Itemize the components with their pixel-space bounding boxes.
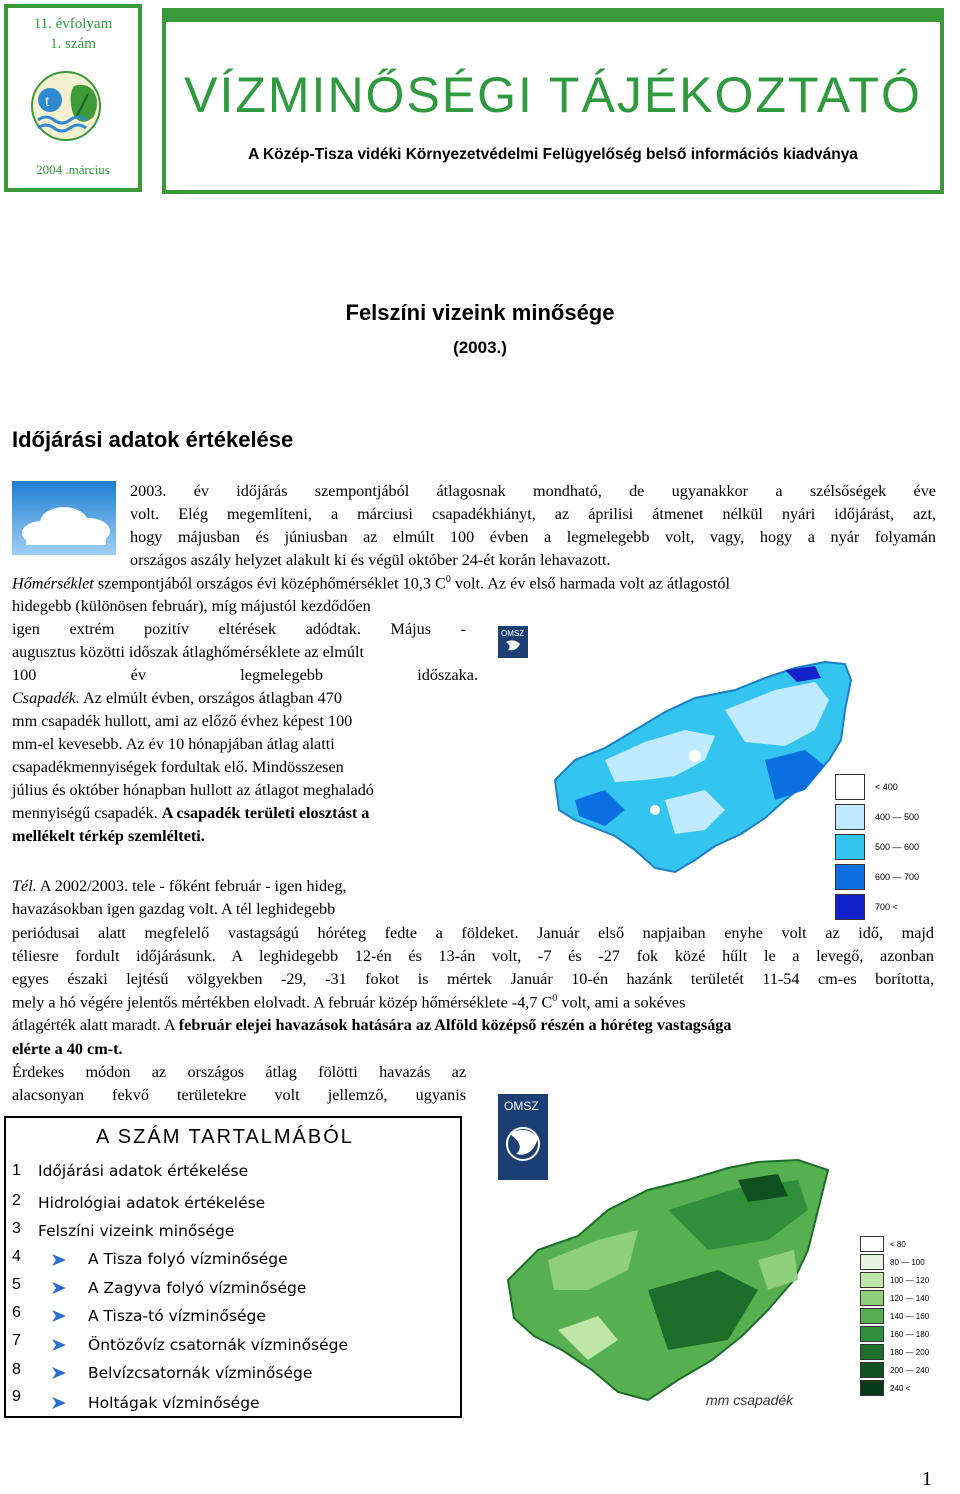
header-top-bar: [162, 8, 944, 22]
main-title: Felszíni vizeink minősége: [345, 300, 615, 325]
newsletter-title: VÍZMINŐSÉGI TÁJÉKOZTATÓ: [184, 67, 922, 123]
map2-caption: mm csapadék: [706, 1392, 794, 1408]
toc-number: 6: [12, 1304, 21, 1321]
toc-number: 1: [12, 1162, 21, 1179]
toc-item-label[interactable]: Öntözővíz csatornák vízminősége: [88, 1336, 349, 1354]
toc-number: 7: [12, 1332, 21, 1349]
toc-number: 9: [12, 1388, 21, 1405]
toc-item-label[interactable]: Felszíni vizeink minősége: [38, 1222, 235, 1240]
precip-line-1: Csapadék. Az elmúlt évben, országos átlagban 470: [12, 689, 342, 707]
legend-label: 100 — 120: [890, 1275, 930, 1285]
toc-item-label[interactable]: Időjárási adatok értékelése: [38, 1162, 249, 1180]
legend-swatch: [860, 1308, 884, 1324]
legend-label: 200 — 240: [890, 1365, 930, 1375]
toc-number: 4: [12, 1248, 21, 1265]
legend-swatch: [860, 1290, 884, 1306]
winter-line-5: egyes északi lejtésű völgyekben -29, -31 fokot is mértek Január 10-én hazánk területét 11-54 cm-es borította,: [12, 970, 934, 988]
newsletter-subtitle: A Közép-Tisza vidéki Környezetvédelmi Felügyelőség belső információs kiadványa: [248, 146, 858, 163]
svg-text:OMSZ: OMSZ: [501, 629, 525, 638]
omsz-logo-icon: [498, 626, 528, 658]
map2-legend: [860, 1236, 956, 1396]
legend-swatch: [835, 834, 865, 860]
legend-swatch: [860, 1272, 884, 1288]
toc-title: A SZÁM TARTALMÁBÓL: [96, 1126, 354, 1148]
precip-line-6: mennyiségű csapadék. A csapadék területi elosztást a: [12, 804, 370, 822]
page-number: 1: [922, 1468, 932, 1490]
winter-line-10: alacsonyan fekvő területekre volt jellemző, ugyanis: [12, 1086, 466, 1104]
map1-badge: [498, 626, 528, 663]
winter-line-9: Érdekes módon az országos átlag fölötti havazás az: [12, 1063, 466, 1081]
legend-label: 120 — 140: [890, 1293, 930, 1303]
legend-label: 500 — 600: [875, 842, 920, 852]
winter-line-1: Tél. A 2002/2003. tele - főként február - igen hideg,: [12, 877, 347, 895]
arrow-bullet-icon: [52, 1282, 66, 1294]
precip-line-4: csapadékmennyiségek fordultak elő. Mindösszesen: [12, 758, 344, 776]
volume-label: 11. évfolyam: [33, 16, 113, 32]
legend-label: 240 <: [890, 1383, 911, 1393]
main-year: (2003.): [453, 338, 507, 357]
precip-label: Csapadék.: [12, 689, 80, 707]
toc-item-label[interactable]: A Tisza-tó vízminősége: [88, 1307, 266, 1325]
toc-number: 2: [12, 1192, 21, 1209]
section-title: Időjárási adatok értékelése: [12, 427, 294, 452]
legend-label: 80 — 100: [890, 1257, 925, 1267]
legend-swatch: [835, 864, 865, 890]
toc-number: 5: [12, 1276, 21, 1293]
winter-line-4: téliesre fordult időjárásunk. A leghidegebb 12-én és 13-án volt, -7 és -27 fok közé hűlt le a levegő, azonban: [12, 947, 934, 965]
toc-item-label[interactable]: Belvízcsatornák vízminősége: [88, 1364, 313, 1382]
arrow-bullet-icon: [52, 1254, 66, 1266]
issue-date: 2004 .március: [36, 162, 110, 177]
temp-line-3: igen extrém pozitív eltérések adódtak. Május -: [12, 620, 466, 638]
precip-line-5: július és október hónapban hullott az átlagot meghaladó: [12, 781, 374, 799]
winter-line-2: havazásokban igen gazdag volt. A tél leghidegebb: [12, 900, 336, 918]
intro-line-2: volt. Elég megemlíteni, a márciusi csapadékhiányt, az áprilisi átmenet nélkül nyári időjárást, azt,: [130, 505, 936, 523]
legend-label: 700 <: [875, 902, 898, 912]
legend-swatch: [860, 1236, 884, 1252]
snow-precip-map: [498, 1140, 858, 1430]
toc-item-label[interactable]: A Zagyva folyó vízminősége: [88, 1279, 307, 1297]
volume-info: [8, 14, 138, 54]
precip-line-3: mm-el kevesebb. Az év 10 hónapjában átlag alatti: [12, 735, 335, 753]
toc-item-label[interactable]: Hidrológiai adatok értékelése: [38, 1194, 266, 1212]
weather-cloud-icon: [12, 481, 116, 555]
legend-label: 400 — 500: [875, 812, 920, 822]
legend-swatch: [835, 894, 865, 920]
arrow-bullet-icon: [52, 1397, 66, 1409]
intro-line-3: hogy májusban és júniusban az elmúlt 100 évben a legmelegebb volt, vagy, hogy a nyár folyamán: [130, 528, 936, 546]
agency-logo-icon: [26, 66, 122, 144]
legend-swatch: [860, 1362, 884, 1378]
intro-line-1: 2003. év időjárás szempontjából átlagosnak mondható, de ugyanakkor a szélsőségek éve: [130, 482, 936, 500]
temp-line-5: 100 év legmelegebb időszaka.: [12, 666, 478, 684]
issue-label: 1. szám: [50, 36, 96, 52]
legend-swatch: [860, 1254, 884, 1270]
legend-label: 160 — 180: [890, 1329, 930, 1339]
legend-swatch: [835, 774, 865, 800]
winter-label: Tél.: [12, 877, 37, 895]
legend-swatch: [860, 1380, 884, 1396]
temp-line-4: augusztus közötti időszak átlaghőmérséklete az elmúlt: [12, 643, 364, 661]
winter-line-8: elérte a 40 cm-t.: [12, 1040, 123, 1058]
arrow-bullet-icon: [52, 1310, 66, 1322]
svg-text:t: t: [45, 93, 50, 110]
precip-line-7: mellékelt térkép szemlélteti.: [12, 827, 205, 845]
winter-line-6: mely a hó végére jelentős mértékben elolvadt. A február közép hőmérséklete -4,7 $C^0$ volt, ami a sokéves: [12, 993, 686, 1012]
map1-legend: [835, 774, 945, 920]
legend-label: 600 — 700: [875, 872, 920, 882]
winter-line-7: átlagérték alatt maradt. A február elejei havazások hatására az Alföld középső részén a hóréteg vastagsága: [12, 1016, 732, 1034]
temp-label: Hőmérséklet: [12, 574, 94, 593]
legend-label: 180 — 200: [890, 1347, 930, 1357]
temp-line-1: Hőmérséklet szempontjából országos évi középhőmérséklet 10,3 $C^0$ volt. Az év első harmada volt az átlagostól: [12, 574, 730, 593]
legend-label: < 400: [875, 782, 898, 792]
arrow-bullet-icon: [52, 1339, 66, 1351]
toc-item-label[interactable]: Holtágak vízminősége: [88, 1394, 260, 1412]
legend-label: < 80: [890, 1239, 906, 1249]
legend-swatch: [860, 1344, 884, 1360]
precip-line-2: mm csapadék hullott, ami az előző évhez képest 100: [12, 712, 353, 730]
intro-line-4: országos aszály helyzet alakult ki és végül október 24-ét korán lehavazott.: [130, 551, 611, 569]
winter-line-3: periódusai alatt megfelelő vastagságú hóréteg fedte a földeket. Január első napjaiban enyhe volt az idő, majd: [12, 924, 934, 942]
legend-swatch: [860, 1326, 884, 1342]
temp-line-2: hidegebb (különösen február), míg májustól kezdődően: [12, 597, 371, 615]
legend-swatch: [835, 804, 865, 830]
legend-label: 140 — 160: [890, 1311, 930, 1321]
svg-text:OMSZ: OMSZ: [504, 1099, 539, 1113]
arrow-bullet-icon: [52, 1367, 66, 1379]
toc-item-label[interactable]: A Tisza folyó vízminősége: [88, 1250, 288, 1268]
table-of-contents: [4, 1116, 462, 1418]
toc-number: 3: [12, 1220, 21, 1237]
toc-number: 8: [12, 1361, 21, 1378]
